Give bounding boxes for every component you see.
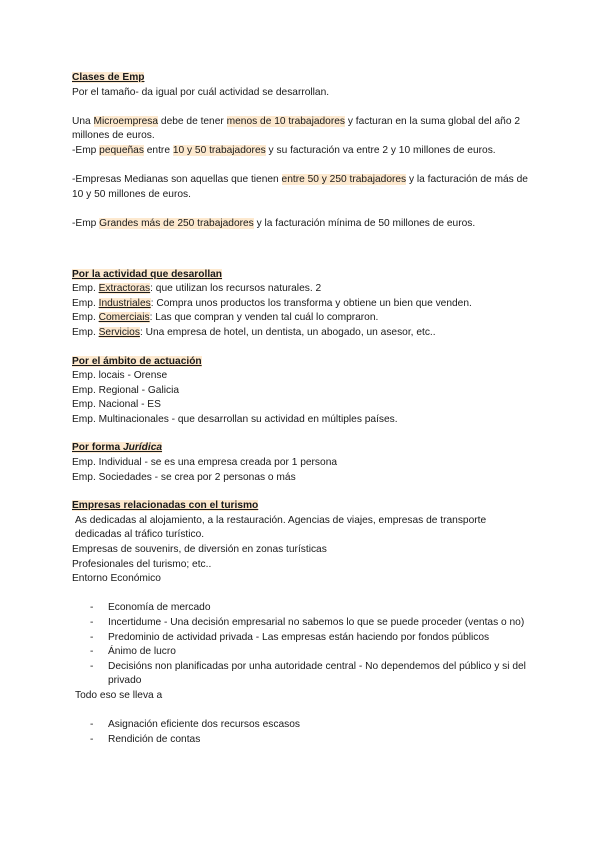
highlight-10-50: 10 y 50 trabajadores [172, 144, 266, 156]
small-paragraph: -Emp pequeñas entre 10 y 50 trabajadores y su facturación va entre 2 y 10 millones de euros. [72, 144, 496, 156]
economic-list [72, 601, 532, 689]
section-title-size: Clases de Emp [72, 72, 145, 83]
tourism-line: Empresas de souvenirs, de diversión en zonas turísticas [72, 544, 327, 556]
list-item: - Ánimo de lucro [90, 646, 176, 658]
list-item: - Predominio de actividad privada - Las empresas están haciendo por fondos públicos [90, 631, 490, 643]
medium-paragraph: -Empresas Medianas son aquellas que tienen entre 50 y 250 trabajadores y la facturación de más de 10 y 50 millones de euros. [72, 174, 528, 200]
section-title-activity: Por la actividad que desarollan [72, 268, 223, 280]
scope-item: Emp. locais - Orense [72, 370, 168, 382]
tourism-line: Profesionales del turismo; etc.. [72, 558, 212, 570]
list-item: - Rendición de contas [90, 733, 201, 745]
scope-item: Emp. Regional - Galicia [72, 384, 180, 396]
large-paragraph: -Emp Grandes más de 250 trabajadores y la facturación mínima de 50 millones de euros. [72, 217, 476, 229]
activity-item: Emp. Extractoras: que utilizan los recursos naturales. 2 [72, 283, 322, 295]
activity-item: Emp. Industriales: Compra unos productos los transforma y obtiene un bien que venden. [72, 297, 472, 309]
scope-item: Emp. Nacional - ES [72, 399, 161, 411]
highlight-microempresa: Microempresa [93, 115, 159, 127]
legal-item: Emp. Sociedades - se crea por 2 personas o más [72, 471, 296, 483]
list-item: - Economía de mercado [90, 602, 211, 614]
document-body [72, 71, 532, 747]
highlight-50-250: entre 50 y 250 trabajadores [281, 174, 407, 186]
outcome-list [72, 718, 532, 747]
section-title-legal: Por forma Jurídica [72, 442, 163, 454]
highlight-grandes: Grandes más de 250 trabajadores [99, 217, 254, 229]
scope-item: Emp. Multinacionales - que desarrollan su actividad en múltiples países. [72, 413, 398, 425]
activity-item: Emp. Servicios: Una empresa de hotel, un dentista, un abogado, un asesor, etc.. [72, 326, 436, 338]
activity-item: Emp. Comerciais: Las que compran y venden tal cuál lo compraron. [72, 312, 379, 324]
list-item: - Asignación eficiente dos recursos escasos [90, 719, 300, 731]
legal-item: Emp. Individual - se es una empresa creada por 1 persona [72, 457, 338, 469]
section-title-tourism: Empresas relacionadas con el turismo [72, 500, 259, 512]
list-item: - Incertidume - Una decisión empresarial no sabemos lo que se puede proceder (ventas o no) [90, 617, 525, 628]
tourism-line: Entorno Económico [72, 573, 161, 585]
micro-paragraph: Una Microempresa debe de tener menos de 10 trabajadores y facturan en la suma global del año 2 millones de euros. [72, 115, 520, 142]
tourism-after: Todo eso se lleva a [75, 689, 163, 701]
section-title-scope: Por el ámbito de actuación [72, 355, 202, 367]
tourism-line: As dedicadas al alojamiento, a la restauración. Agencias de viajes, empresas de transporte dedicadas al tráfico turístico. [75, 514, 487, 541]
highlight-pequenas: pequeñas [99, 144, 144, 156]
list-item: - Decisións non planificadas por unha autoridade central - No dependemos del público y si del privado [90, 660, 526, 687]
highlight-menos-10: menos de 10 trabajadores [226, 115, 345, 127]
size-intro: Por el tamaño- da igual por cuál actividad se desarrollan. [72, 86, 330, 98]
